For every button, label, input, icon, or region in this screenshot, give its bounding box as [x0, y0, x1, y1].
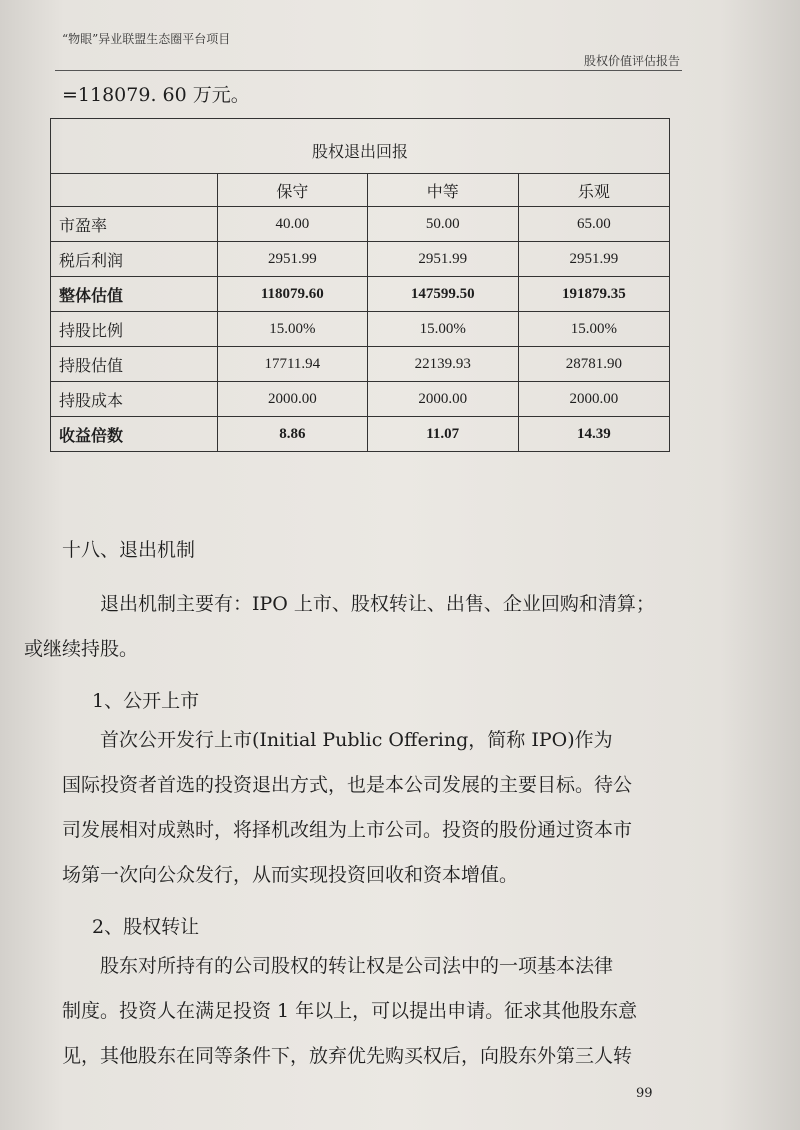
- paragraph-line: 股东对所持有的公司股权的转让权是公司法中的一项基本法律: [100, 955, 614, 977]
- cell-value: 11.07: [367, 417, 518, 452]
- column-header-optimistic: 乐观: [518, 174, 669, 207]
- cell-value: 191879.35: [518, 277, 669, 312]
- cell-value: 28781.90: [518, 347, 669, 382]
- cell-value: 2951.99: [367, 242, 518, 277]
- row-label: 整体估值: [51, 277, 218, 312]
- row-label: 税后利润: [51, 242, 218, 277]
- page-number: 99: [636, 1086, 653, 1101]
- row-label: 持股成本: [51, 382, 218, 417]
- cell-value: 2951.99: [518, 242, 669, 277]
- cell-value: 118079.60: [218, 277, 368, 312]
- table-row: [51, 277, 670, 312]
- cell-value: 17711.94: [218, 347, 368, 382]
- cell-value: 15.00%: [367, 312, 518, 347]
- cell-value: 40.00: [218, 207, 368, 242]
- paragraph-line: 见，其他股东在同等条件下，放弃优先购买权后，向股东外第三人转: [62, 1045, 633, 1067]
- ipo-paragraph: [62, 718, 672, 898]
- cell-value: 2000.00: [518, 382, 669, 417]
- cell-value: 2000.00: [367, 382, 518, 417]
- table-title: 股权退出回报: [51, 119, 670, 174]
- section-heading: 十八、退出机制: [62, 539, 196, 561]
- intro-line: 退出机制主要有：IPO 上市、股权转让、出售、企业回购和清算；: [100, 593, 655, 615]
- row-label: 持股估值: [51, 347, 218, 382]
- transfer-paragraph: [62, 944, 672, 1079]
- cell-value: 14.39: [518, 417, 669, 452]
- cell-value: 2000.00: [218, 382, 368, 417]
- cell-value: 147599.50: [367, 277, 518, 312]
- intro-paragraph: [24, 582, 672, 672]
- table-row: [51, 347, 670, 382]
- paragraph-line: 首次公开发行上市(Initial Public Offering，简称 IPO)作为: [100, 729, 613, 751]
- header-project-title: “物眼”异业联盟生态圈平台项目: [62, 32, 231, 46]
- column-header-moderate: 中等: [367, 174, 518, 207]
- paragraph-line: 司发展相对成熟时，将择机改组为上市公司。投资的股份通过资本市: [62, 819, 633, 841]
- table-row: [51, 207, 670, 242]
- cell-value: 8.86: [218, 417, 368, 452]
- cell-value: 50.00: [367, 207, 518, 242]
- header-report-title: 股权价值评估报告: [583, 54, 680, 68]
- row-label: 市盈率: [51, 207, 218, 242]
- table-row: [51, 312, 670, 347]
- cell-value: 15.00%: [518, 312, 669, 347]
- table-row: [51, 417, 670, 452]
- row-label: 收益倍数: [51, 417, 218, 452]
- paragraph-line: 场第一次向公众发行，从而实现投资回收和资本增值。: [62, 864, 519, 886]
- intro-line: 或继续持股。: [24, 638, 139, 660]
- paragraph-line: 国际投资者首选的投资退出方式，也是本公司发展的主要目标。待公: [62, 774, 633, 796]
- table-row: [51, 382, 670, 417]
- row-label: 持股比例: [51, 312, 218, 347]
- exit-return-table: [50, 118, 670, 452]
- table-header-blank: [51, 174, 218, 207]
- cell-value: 2951.99: [218, 242, 368, 277]
- table-row: [51, 242, 670, 277]
- subsection-heading-transfer: 2、股权转让: [92, 916, 200, 938]
- cell-value: 22139.93: [367, 347, 518, 382]
- formula-line: =118079. 60 万元。: [62, 84, 250, 106]
- paragraph-line: 制度。投资人在满足投资 1 年以上，可以提出申请。征求其他股东意: [62, 1000, 638, 1022]
- column-header-conservative: 保守: [218, 174, 368, 207]
- subsection-heading-ipo: 1、公开上市: [92, 690, 200, 712]
- cell-value: 65.00: [518, 207, 669, 242]
- header-divider: [55, 70, 682, 71]
- cell-value: 15.00%: [218, 312, 368, 347]
